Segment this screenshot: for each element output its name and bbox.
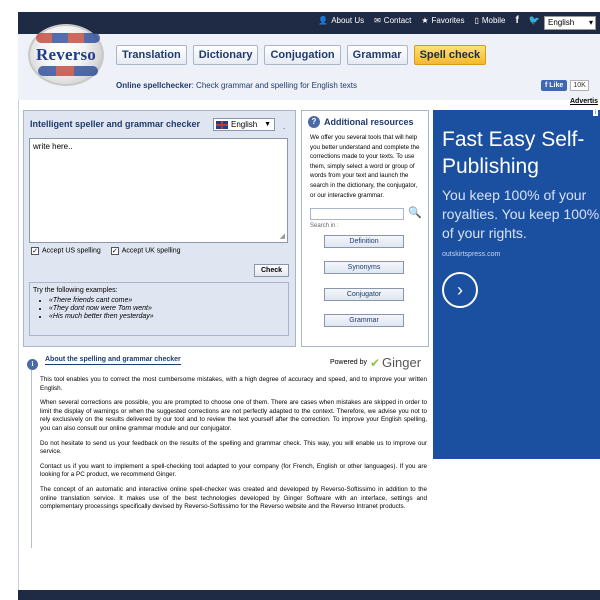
facebook-like bbox=[541, 80, 589, 91]
facebook-like-count: 10K bbox=[570, 80, 588, 91]
tab-spell-check[interactable]: Spell check bbox=[414, 45, 487, 65]
uk-flag-icon bbox=[216, 121, 228, 129]
definition-button[interactable]: Definition bbox=[324, 235, 404, 248]
twitter-icon[interactable]: 🐦 bbox=[528, 15, 540, 25]
ad-body: You keep 100% of your royalties. You keep 100% of your rights. bbox=[442, 187, 600, 241]
about-paragraph: Do not hesitate to send us your feedback on the results of the spelling and grammar check. This way, you will enable us to improve our service. bbox=[40, 439, 427, 456]
spell-checker-panel bbox=[23, 110, 296, 347]
examples-list bbox=[49, 297, 285, 320]
resources-search-input[interactable] bbox=[310, 208, 404, 220]
conjugator-button[interactable]: Conjugator bbox=[324, 288, 404, 301]
example-item[interactable]: • «They dont now were Tom went» bbox=[49, 305, 285, 312]
contact-link[interactable]: ✉ Contact bbox=[374, 16, 412, 25]
about-paragraph: Contact us if you want to implement a spell-checking tool adapted to your company (for French, English or other languages). If you are looking for a PC product, we recommend Ginger. bbox=[40, 462, 427, 479]
help-icon: ? bbox=[308, 116, 320, 128]
accept-us-option[interactable]: ✓ Accept US spelling bbox=[32, 247, 101, 255]
tab-translation[interactable]: Translation bbox=[116, 45, 187, 65]
bottom-bar bbox=[18, 590, 600, 600]
about-body bbox=[40, 376, 427, 518]
left-rule bbox=[18, 100, 19, 590]
header bbox=[18, 34, 600, 100]
ginger-logo[interactable]: ✔ Ginger bbox=[369, 355, 422, 370]
person-icon: 👤 bbox=[318, 16, 329, 25]
top-links bbox=[318, 15, 540, 26]
language-dot: . bbox=[283, 122, 286, 131]
resize-handle-icon[interactable]: ◢ bbox=[279, 233, 285, 240]
logo-flags-top bbox=[36, 33, 100, 43]
ad-info-icon[interactable]: i bbox=[594, 110, 596, 116]
accept-uk-checkbox[interactable]: ✓ bbox=[111, 247, 118, 255]
resources-description: We offer you several tools that will help you better understand and complete the corrections made to your texts. To use them, simply select a word or group of words from your text and launch the search in the dictionary, the conjugator, or our interactive grammar. bbox=[310, 134, 420, 199]
tab-dictionary[interactable]: Dictionary bbox=[193, 45, 259, 65]
examples-box bbox=[29, 282, 289, 336]
resources-header: ? Additional resources bbox=[308, 116, 414, 128]
facebook-like-button[interactable]: f Like bbox=[541, 80, 567, 91]
examples-title: Try the following examples: bbox=[33, 287, 118, 294]
mail-icon: ✉ bbox=[374, 16, 381, 25]
synonyms-button[interactable]: Synonyms bbox=[324, 261, 404, 274]
tab-grammar[interactable]: Grammar bbox=[347, 45, 408, 65]
about-paragraph: This tool enables you to correct the most cumbersome mistakes, with a high degree of accuracy and speed, and to improve your written English. bbox=[40, 376, 427, 392]
about-paragraph: When several corrections are possible, you are prompted to choose one of them. There are cases when mistakes are skipped in order to limit the display of warnings or when the suggested corrections are not perfectly adapted to the context. Therefore, we advise you not to rely exclusively on the results delivered by our tool and to review the text yourself after the correction. To improve your English spelling, you can also consult our online grammar module and our conjugator. bbox=[40, 399, 427, 432]
chevron-right-icon[interactable]: › bbox=[442, 272, 478, 308]
ginger-leaf-icon: ✔ bbox=[369, 355, 381, 370]
about-us-link[interactable]: 👤 About Us bbox=[318, 16, 365, 25]
advertising-label: Advertis bbox=[570, 98, 599, 105]
site-language-select[interactable]: English ▾ bbox=[544, 16, 596, 30]
example-item[interactable]: • «There friends cant come» bbox=[49, 297, 285, 304]
example-item[interactable]: • «His much better then yesterday» bbox=[49, 313, 285, 320]
mobile-link[interactable]: ▯ Mobile bbox=[474, 16, 506, 25]
checker-language-select[interactable]: English ▼ bbox=[213, 118, 275, 131]
text-input[interactable]: write here.. ◢ bbox=[29, 138, 288, 243]
advertisement[interactable] bbox=[433, 110, 600, 459]
tab-conjugation[interactable]: Conjugation bbox=[264, 45, 340, 65]
powered-by: Powered by ✔ Ginger bbox=[330, 355, 422, 370]
logo-flags-bottom bbox=[38, 66, 98, 76]
about-paragraph: The concept of an automatic and interactive online spell-checker was created and developed by Reverso-Softissimo in addition to the online translation service. It makes use of the best technologies developed by Ginger Software with an interface, settings and complementary processings specifically devised by Reverso-Softissimo for the Reverso website and the Reverso Intranet products. bbox=[40, 485, 427, 511]
checker-title: Intelligent speller and grammar checker bbox=[30, 119, 201, 129]
facebook-icon: f bbox=[545, 82, 550, 89]
check-button[interactable]: Check bbox=[254, 264, 289, 277]
about-divider bbox=[31, 370, 32, 548]
logo-text: Reverso bbox=[36, 45, 96, 64]
facebook-icon[interactable]: f bbox=[515, 15, 519, 26]
ad-url[interactable]: outskirtspress.com bbox=[442, 251, 501, 258]
page-subtitle: Online spellchecker: Check grammar and spelling for English texts bbox=[116, 81, 357, 90]
accept-us-checkbox[interactable]: ✓ bbox=[32, 247, 38, 255]
reverso-logo[interactable] bbox=[28, 24, 104, 86]
search-in-label: Search in : bbox=[310, 223, 339, 229]
top-bar bbox=[18, 12, 600, 34]
search-icon[interactable]: 🔍 bbox=[408, 207, 422, 219]
star-icon: ★ bbox=[421, 16, 429, 25]
favorites-link[interactable]: ★ Favorites bbox=[421, 16, 465, 25]
ad-headline: Fast Easy Self-Publishing bbox=[442, 128, 585, 178]
about-title: About the spelling and grammar checker bbox=[45, 356, 181, 363]
accept-uk-option[interactable]: ✓ Accept UK spelling bbox=[111, 247, 181, 255]
info-icon: i bbox=[27, 359, 38, 370]
additional-resources-panel bbox=[301, 110, 429, 347]
spelling-options bbox=[31, 247, 181, 255]
grammar-button[interactable]: Grammar bbox=[324, 314, 404, 327]
chevron-down-icon: ▼ bbox=[264, 121, 271, 128]
mobile-icon: ▯ bbox=[474, 16, 479, 25]
main-nav bbox=[116, 45, 486, 65]
